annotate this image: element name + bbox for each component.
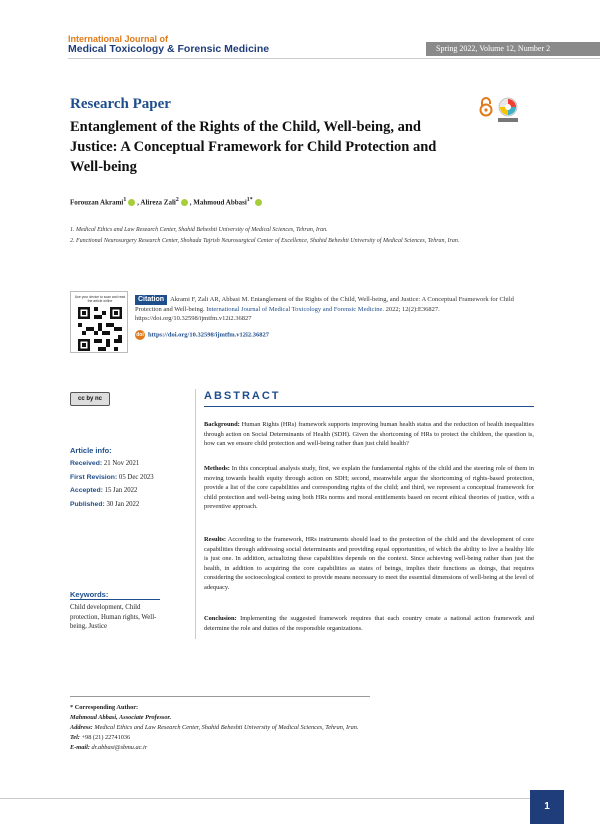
- paper-type: Research Paper: [70, 96, 171, 112]
- article-title: Entanglement of the Rights of the Child, Well-being, and Justice: A Conceptual Framework for Child Protection and Well-being: [70, 119, 437, 175]
- crossmark-icon[interactable]: [497, 97, 519, 123]
- doi-link[interactable]: https://doi.org/10.32598/ijmtfm.v12i2.36827: [148, 331, 269, 339]
- article-info-heading: Article info:: [70, 446, 112, 455]
- open-access-icon: [479, 97, 493, 117]
- creative-commons-badge[interactable]: cc by nc: [70, 392, 110, 406]
- abstract-conclusion: Conclusion: Implementing the suggested framework requires that each country create a national action framework and determine the role and duties of the responsible organizations.: [204, 615, 534, 632]
- published-date: Published: 30 Jan 2022: [70, 501, 140, 508]
- page-number: 1: [530, 790, 564, 824]
- journal-name-line1: International Journal of: [68, 34, 169, 44]
- qr-caption: Use your device to scan and read the article online: [74, 295, 126, 303]
- citation-text: Akrami F, Zali AR, Abbasi M. Entanglement of the Rights of the Child, Well-being, and Justice: A Conceptual Framework for Child Protection and Well-being.: [135, 296, 514, 313]
- qr-code-icon: [78, 307, 122, 351]
- orcid-icon[interactable]: [181, 199, 188, 206]
- header-divider: [68, 58, 600, 59]
- revision-date: First Revision: 05 Dec 2023: [70, 474, 154, 481]
- keywords-list: Child development, Child protection, Human rights, Well-being, Justice: [70, 604, 157, 630]
- keywords-heading: Keywords:: [70, 590, 109, 599]
- abstract-results: Results: According to the framework, HRs instruments should lead to the protection of the child and the development of core capabilities through addressing social determinants and providing equal opportunities, of which the ability to live a healthy life is just one. In addition, actualizing these capabilities depends on the context. Since achieving well-being rather than just the health, in addition to acquiring the core capabilities as states of beings, implies their functions as doings, that requires considering the socioecological context to provide means necessary to meet the essential dimensions of well-being at the level of adequacy.: [204, 536, 534, 591]
- corresponding-author: * Corresponding Author: Mahmoud Abbasi, Associate Professor. Address: Medical Ethics and Law Research Center, Shahid Beheshti University of Medical Sciences, Tehran, Iran. Tel: +98 (21) 22741036 E-mail: dr.abbasi@sbmu.ac.ir: [70, 704, 359, 751]
- abstract-methods: Methods: In this conceptual analysis study, first, we explain the fundamental rights of the child and the steering role of them in moving towards health equity through action on SDH; second, meanwhile argue the shortcoming of rights-based protection, provide a list of the core capabilities and corresponding rights of the child; and third, we represent a conceptual framework for child protection and well-being using both HRs norms and moral entitlements based on recent ethical theories of justice, with a preventive approach.: [204, 465, 534, 511]
- email-link[interactable]: dr.abbasi@sbmu.ac.ir: [91, 744, 148, 751]
- citation-label: Citation: [135, 295, 167, 305]
- journal-name-line2: Medical Toxicology & Forensic Medicine: [68, 43, 270, 55]
- affiliation: 1. Medical Ethics and Law Research Center, Shahid Beheshti University of Medical Sciences, Tehran, Iran.: [70, 227, 328, 233]
- keywords-rule: [70, 599, 160, 600]
- author-name: Mahmoud Abbasi: [193, 198, 247, 207]
- orcid-icon[interactable]: [255, 199, 262, 206]
- doi-row[interactable]: [135, 330, 269, 340]
- qr-code-box[interactable]: [70, 291, 128, 353]
- footnote-divider: [70, 696, 370, 697]
- abstract-rule: [204, 406, 534, 407]
- orcid-icon[interactable]: [128, 199, 135, 206]
- column-divider: [195, 389, 196, 639]
- journal-link[interactable]: International Journal of Medical Toxicology and Forensic Medicine.: [206, 305, 384, 313]
- accepted-date: Accepted: 15 Jan 2022: [70, 487, 138, 494]
- author-name: Alireza Zali: [140, 198, 176, 207]
- citation-tail: 2022; 12(2):E36827. https://doi.org/10.32598/ijmtfm.v12i2.36827: [135, 305, 440, 322]
- abstract-heading: ABSTRACT: [204, 390, 281, 402]
- abstract-background: Background: Human Rights (HRs) framework supports improving human health status and the reduction of health inequalities through action on Social Determinants of Health (SDH). Given the shortcoming of HRs to protect the children, the question is, how can we ensure child protection and well-being rather than just child health?: [204, 421, 534, 448]
- author-name: Forouzan Akrami: [70, 198, 124, 207]
- received-date: Received: 21 Nov 2021: [70, 460, 140, 467]
- footer-divider: [0, 798, 530, 799]
- citation-block: [135, 295, 535, 324]
- journal-name: [68, 34, 269, 54]
- affiliation: 2. Functional Neurosurgery Research Center, Shohada Tajrish Neurosurgical Center of Excellence, Shahid Beheshti University of Medical Sciences, Tehran, Iran.: [70, 238, 460, 244]
- author-list: Forouzan Akrami$^1$ , Alireza Zali$^2$ , Mahmoud Abbasi$^{1*}$: [70, 197, 264, 206]
- issue-banner: Spring 2022, Volume 12, Number 2: [426, 42, 600, 56]
- doi-icon: doi: [136, 332, 144, 338]
